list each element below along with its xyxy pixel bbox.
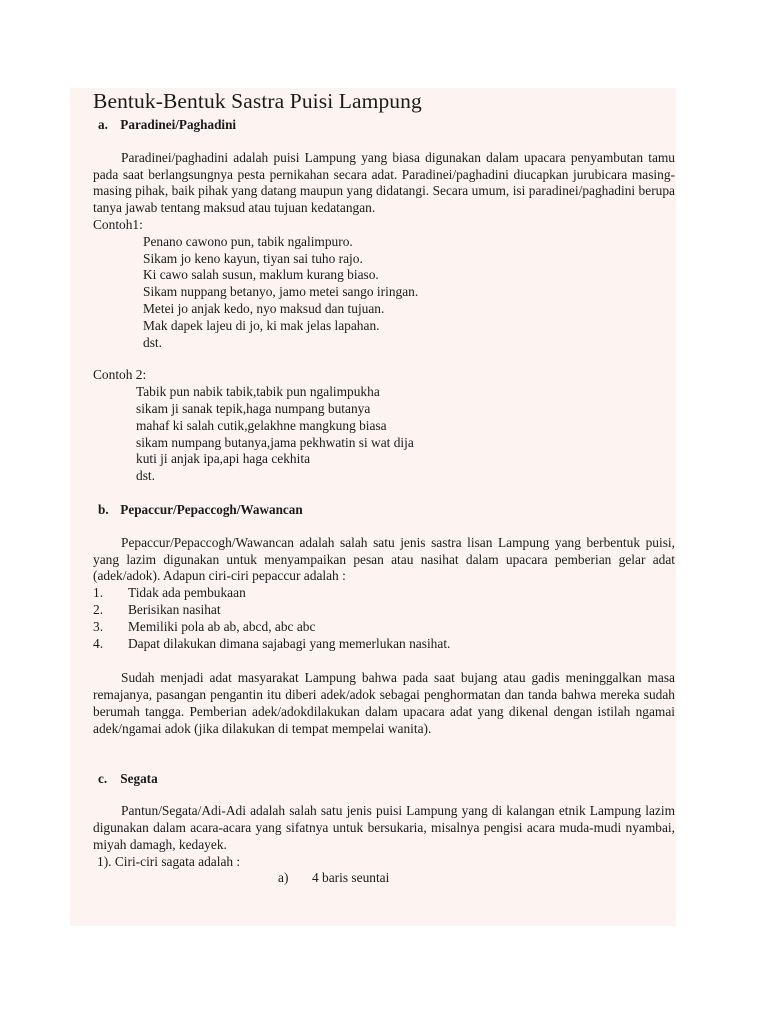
- paragraph-adek-adok: Sudah menjadi adat masyarakat Lampung bahwa pada saat bujang atau gadis meninggalkan masa remajanya, pasangan pengantin itu diberi adek/adok sebagai penghormatan dan tanda bahwa mereka sudah berumah tangga. Pemberian adek/adokdilakukan dalam upacara adat yang dikenal dengan istilah ngamai adek/ngamai adok (jika dilakukan di tempat mempelai wanita).: [93, 670, 675, 736]
- paragraph-pepaccur: Pepaccur/Pepaccogh/Wawancan adalah salah satu jenis sastra lisan Lampung yang berbentuk puisi, yang lazim digunakan untuk menyampaikan pesan atau nasihat dalam upacara pemberian gelar adat (adek/adok). Adapun ciri-ciri pepaccur adalah :: [93, 534, 675, 584]
- list-text: Dapat dilakukan dimana sajabagi yang memerlukan nasihat.: [128, 635, 451, 651]
- section-heading-text: Pepaccur/Pepaccogh/Wawancan: [120, 501, 303, 517]
- poem-line: Tabik pun nabik tabik,tabik pun ngalimpukha: [136, 384, 380, 400]
- section-label: a.: [98, 117, 108, 132]
- example2-poem: [93, 384, 675, 485]
- list-number: 2.: [93, 601, 104, 617]
- example2-label: Contoh 2:: [93, 367, 147, 383]
- list-text: Memiliki pola ab ab, abcd, abc abc: [128, 618, 316, 634]
- segata-subitem: [93, 870, 675, 887]
- poem-line: Ki cawo salah susun, maklum kurang biaso.: [143, 267, 379, 283]
- poem-line: sikam numpang butanya,jama pekhwatin si wat dija: [136, 434, 414, 450]
- pepaccur-list: [93, 585, 675, 652]
- paragraph-segata: Pantun/Segata/Adi-Adi adalah salah satu jenis puisi Lampung yang di kalangan etnik Lampung lazim digunakan dalam acara-acara yang sifatnya untuk bersukaria, misalnya pengisi acara muda-mudi nyambai, miyah damagh, kedayek.: [93, 803, 675, 852]
- poem-line: Penano cawono pun, tabik ngalimpuro.: [143, 233, 353, 249]
- list-item: [93, 585, 675, 602]
- example1-label: Contoh1:: [93, 216, 143, 232]
- page-title: Bentuk-Bentuk Sastra Puisi Lampung: [93, 89, 422, 113]
- list-text: Berisikan nasihat: [128, 601, 221, 617]
- list-item: [93, 602, 675, 619]
- poem-line: kuti ji anjak ipa,api haga cekhita: [136, 451, 311, 467]
- subitem-label: a): [278, 870, 289, 886]
- poem-line: Metei jo anjak kedo, nyo maksud dan tujuan.: [143, 300, 385, 316]
- poem-line: dst.: [136, 468, 155, 484]
- poem-line: Mak dapek lajeu di jo, ki mak jelas lapahan.: [143, 317, 380, 333]
- list-number: 3.: [93, 618, 104, 634]
- list-number: 4.: [93, 635, 104, 651]
- list-item: [93, 619, 675, 636]
- example1-poem: [93, 234, 675, 352]
- section-label: b.: [98, 501, 109, 517]
- segata-ciri-label: 1). Ciri-ciri sagata adalah :: [97, 853, 241, 869]
- section-heading-c: [93, 771, 675, 788]
- section-heading-b: [93, 502, 675, 519]
- list-number: 1.: [93, 585, 104, 601]
- section-label: c.: [98, 770, 108, 786]
- section-heading-a: [93, 117, 675, 134]
- poem-line: Sikam nuppang betanyo, jamo metei sango iringan.: [143, 284, 419, 300]
- section-heading-text: Segata: [120, 770, 158, 786]
- list-item: [93, 636, 675, 653]
- poem-line: dst.: [143, 334, 162, 350]
- section-heading-text: Paradinei/Paghadini: [120, 117, 237, 132]
- paragraph-paradinei: Paradinei/paghadini adalah puisi Lampung yang biasa digunakan dalam upacara penyambutan tamu pada saat berlangsungnya pesta pernikahan secara adat. Paradinei/paghadini diucapkan jurubicara masing-masing pihak, baik pihak yang datang maupun yang didatangi. Secara umum, isi paradinei/paghadini berupa tanya jawab tentang maksud atau tujuan kedatangan.: [93, 149, 675, 216]
- subitem-text: 4 baris seuntai: [312, 870, 390, 886]
- poem-line: mahaf ki salah cutik,gelakhne mangkung biasa: [136, 417, 387, 433]
- document-content: [93, 88, 675, 887]
- poem-line: Sikam jo keno kayun, tiyan sai tuho rajo.: [143, 250, 363, 266]
- poem-line: sikam ji sanak tepik,haga numpang butanya: [136, 400, 371, 416]
- list-text: Tidak ada pembukaan: [128, 585, 246, 601]
